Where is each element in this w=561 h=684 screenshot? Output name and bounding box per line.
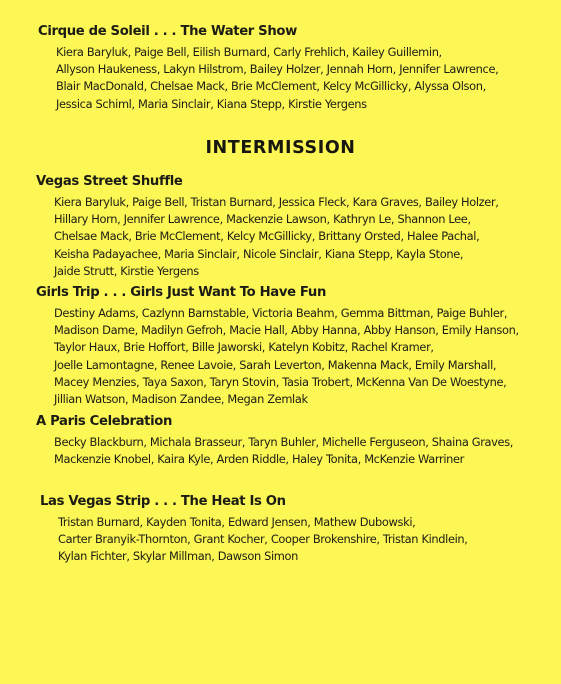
cast-line: Macey Menzies, Taya Saxon, Taryn Stovin, Tasia Trobert, McKenna Van De Woestyne, bbox=[54, 374, 507, 389]
intermission-heading: INTERMISSION bbox=[205, 138, 356, 158]
act-vegas-street-shuffle bbox=[36, 174, 499, 280]
cast-line: Tristan Burnard, Kayden Tonita, Edward Jensen, Mathew Dubowski, bbox=[58, 515, 416, 529]
act-title: A Paris Celebration bbox=[36, 414, 173, 429]
cast-line: Allyson Haukeness, Lakyn Hilstrom, Bailey Holzer, Jennah Horn, Jennifer Lawrence, bbox=[56, 62, 499, 77]
act-cirque-de-soleil bbox=[38, 24, 498, 113]
cast-line: Carter Branyik-Thornton, Grant Kocher, Cooper Brokenshire, Tristan Kindlein, bbox=[58, 532, 468, 547]
cast-line: Taylor Haux, Brie Hoffort, Bille Jaworski, Katelyn Kobitz, Rachel Kramer, bbox=[54, 340, 434, 355]
cast-line: Destiny Adams, Cazlynn Barnstable, Victoria Beahm, Gemma Bittman, Paige Buhler, bbox=[54, 306, 508, 320]
act-title: Las Vegas Strip . . . The Heat Is On bbox=[40, 494, 286, 509]
cast-line: Kiera Baryluk, Paige Bell, Tristan Burnard, Jessica Fleck, Kara Graves, Bailey Holzer, bbox=[54, 195, 499, 209]
cast-line: Hillary Horn, Jennifer Lawrence, Mackenzie Lawson, Kathryn Le, Shannon Lee, bbox=[54, 212, 471, 227]
cast-list bbox=[56, 44, 498, 113]
cast-list bbox=[54, 194, 499, 280]
cast-list bbox=[54, 434, 513, 468]
cast-line: Keisha Padayachee, Maria Sinclair, Nicole Sinclair, Kiana Stepp, Kayla Stone, bbox=[54, 246, 464, 261]
cast-line: Becky Blackburn, Michala Brasseur, Taryn Buhler, Michelle Ferguseon, Shaina Graves, bbox=[54, 435, 514, 449]
cast-line: Madison Dame, Madilyn Gefroh, Macie Hall, Abby Hanna, Abby Hanson, Emily Hanson, bbox=[54, 323, 519, 338]
act-paris-celebration bbox=[36, 414, 513, 468]
act-title: Vegas Street Shuffle bbox=[36, 174, 183, 189]
cast-list bbox=[58, 514, 468, 566]
cast-line: Mackenzie Knobel, Kaira Kyle, Arden Riddle, Haley Tonita, McKenzie Warriner bbox=[54, 452, 464, 467]
cast-line: Kiera Baryluk, Paige Bell, Eilish Burnard, Carly Frehlich, Kailey Guillemin, bbox=[56, 45, 442, 59]
cast-line: Jessica Schiml, Maria Sinclair, Kiana Stepp, Kirstie Yergens bbox=[56, 96, 367, 111]
cast-line: Chelsae Mack, Brie McClement, Kelcy McGillicky, Brittany Orsted, Halee Pachal, bbox=[54, 229, 480, 244]
cast-list bbox=[54, 305, 519, 408]
cast-line: Blair MacDonald, Chelsae Mack, Brie McClement, Kelcy McGillicky, Alyssa Olson, bbox=[56, 79, 486, 94]
act-title: Cirque de Soleil . . . The Water Show bbox=[38, 24, 297, 39]
act-girls-trip bbox=[36, 285, 519, 408]
cast-line: Jillian Watson, Madison Zandee, Megan Zemlak bbox=[54, 392, 308, 407]
act-title: Girls Trip . . . Girls Just Want To Have Fun bbox=[36, 285, 327, 300]
cast-line: Joelle Lamontagne, Renee Lavoie, Sarah Leverton, Makenna Mack, Emily Marshall, bbox=[54, 357, 497, 372]
act-las-vegas-strip bbox=[40, 494, 468, 566]
cast-line: Kylan Fichter, Skylar Millman, Dawson Simon bbox=[58, 549, 299, 564]
cast-line: Jaide Strutt, Kirstie Yergens bbox=[54, 263, 199, 278]
